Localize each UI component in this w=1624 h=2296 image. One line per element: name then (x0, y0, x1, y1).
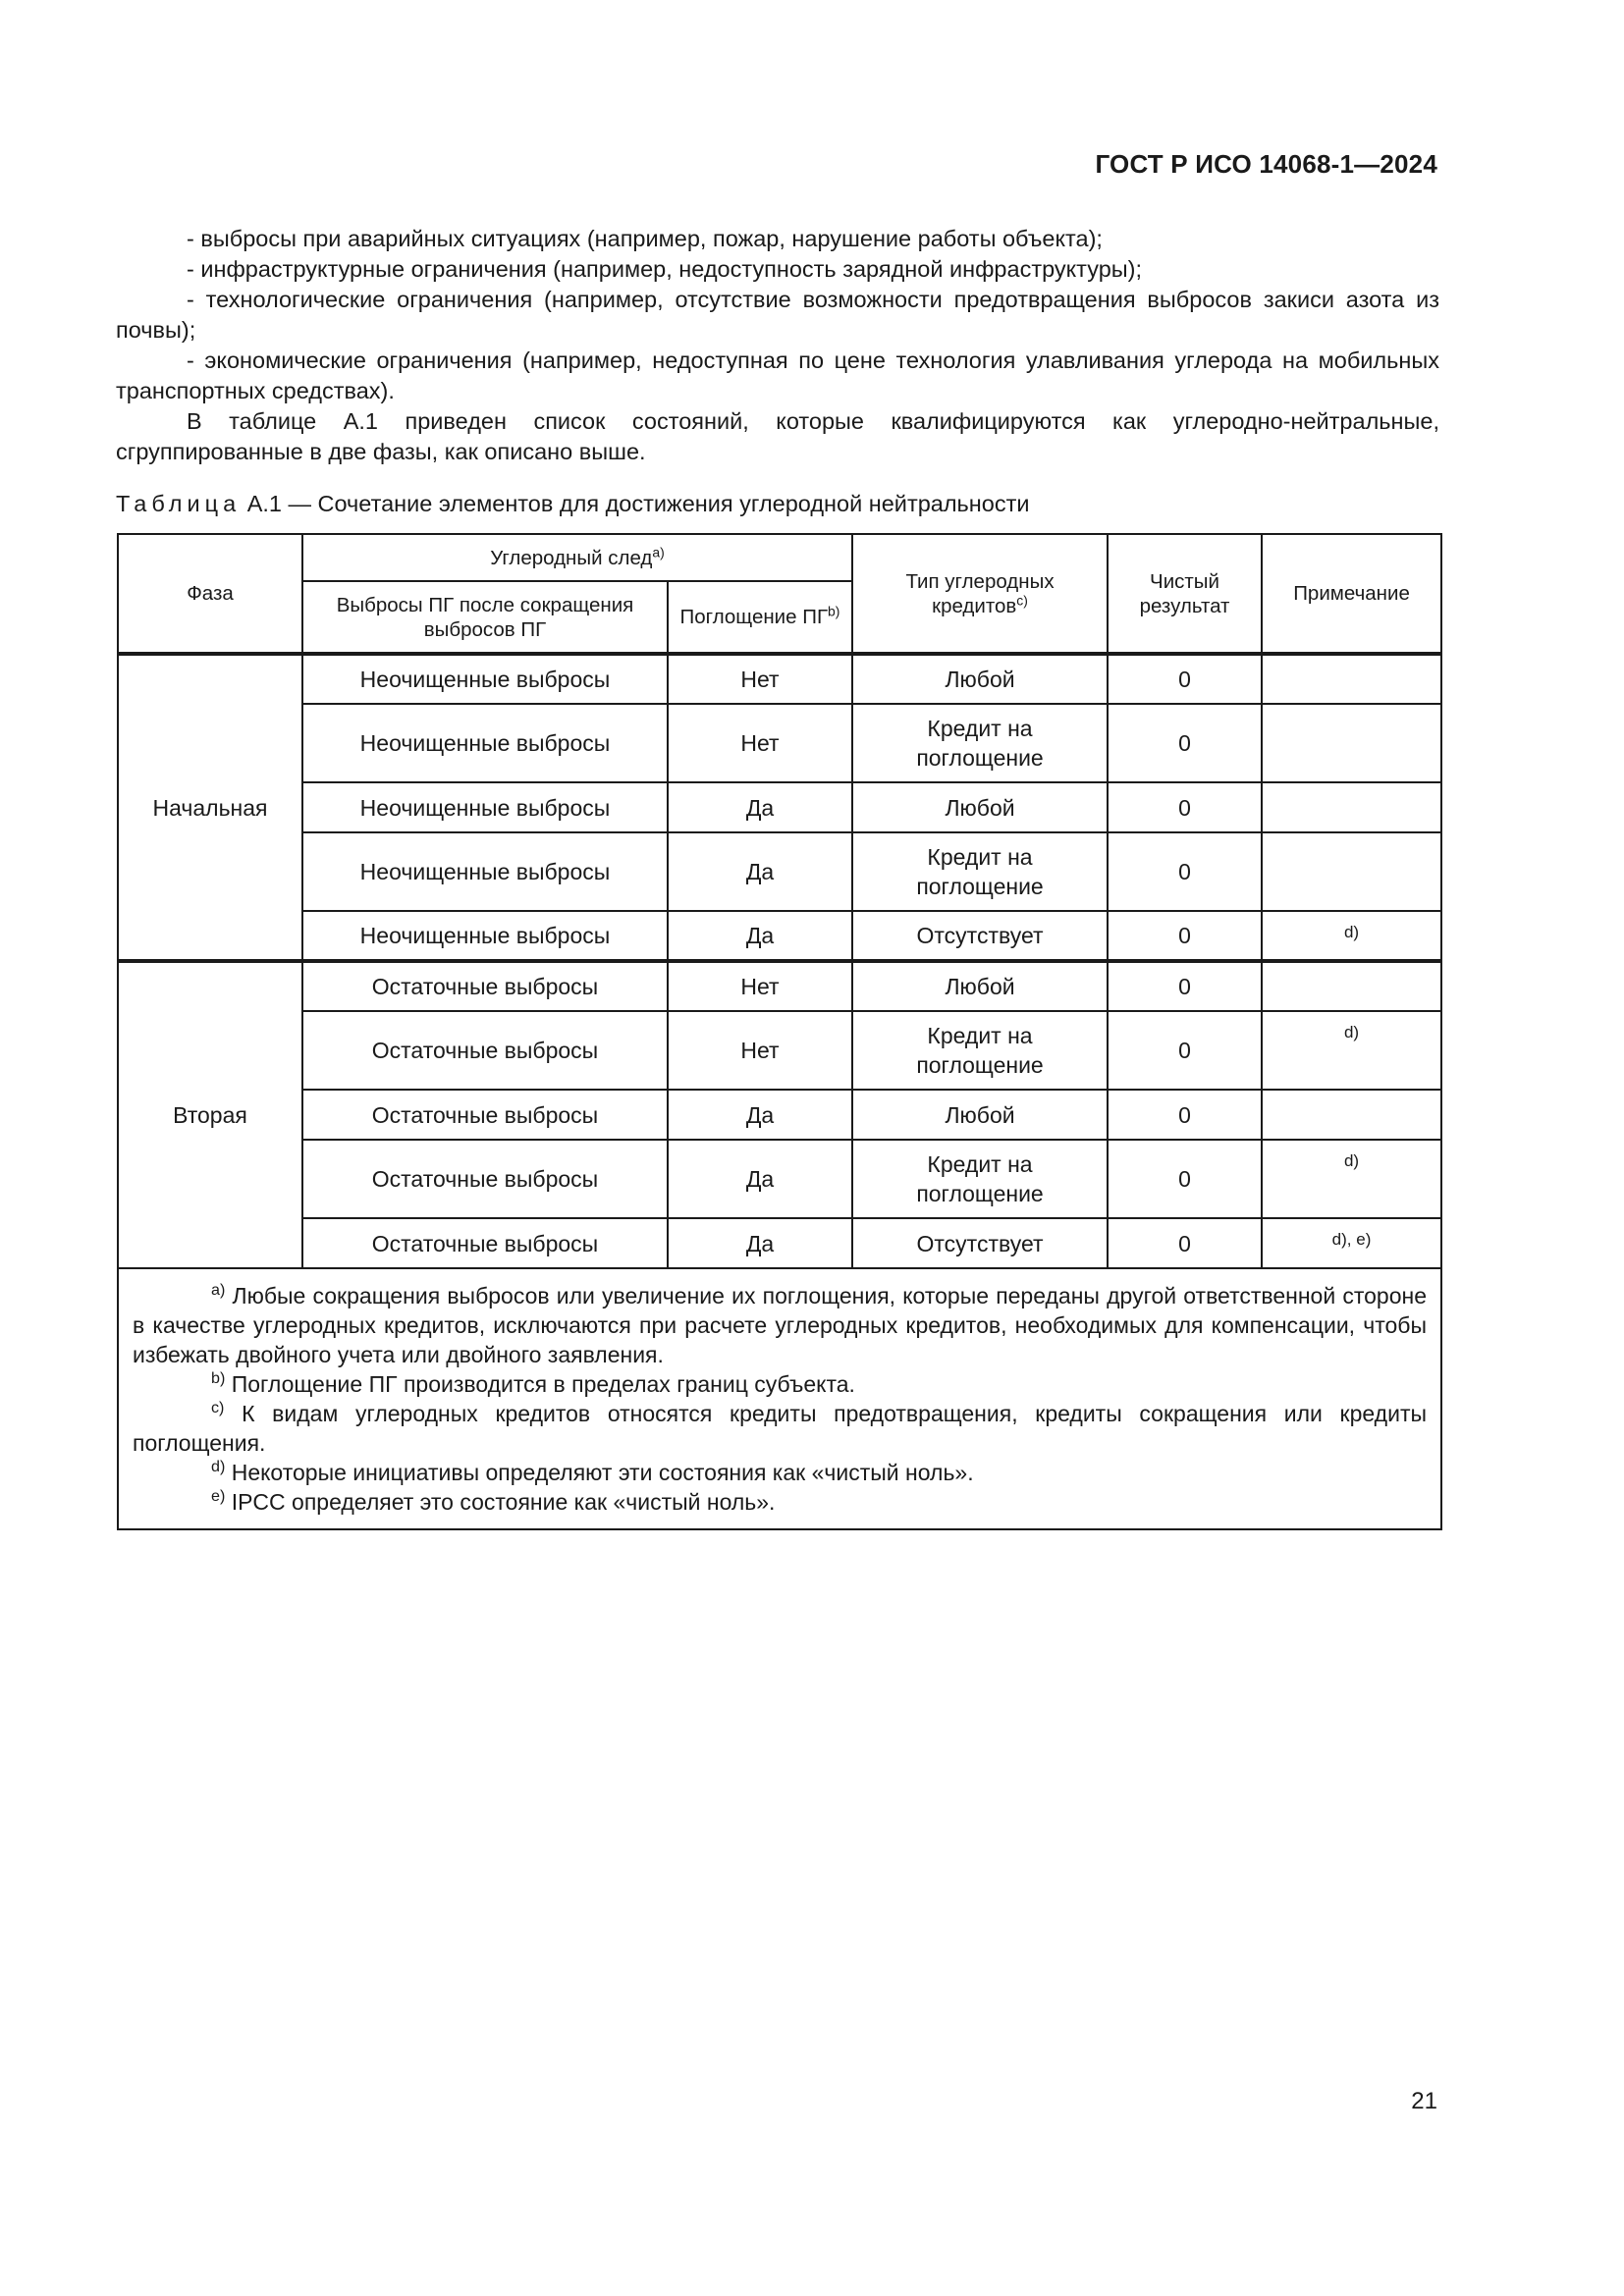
emissions-cell: Остаточные выбросы (302, 1140, 668, 1218)
bullet-item: - экономические ограничения (например, недоступная по цене технология улавливания углерода на мобильных транспортных средствах). (116, 347, 1439, 403)
removal-cell: Да (668, 911, 852, 961)
note-cell: d), e) (1262, 1218, 1441, 1268)
note-cell (1262, 782, 1441, 832)
note-cell (1262, 654, 1441, 704)
note-cell (1262, 1090, 1441, 1140)
removal-cell: Нет (668, 1011, 852, 1090)
intro-paragraph: В таблице А.1 приведен список состояний, которые квалифицируются как углеродно-нейтральные, сгруппированные в две фазы, как описано выше. (116, 408, 1439, 464)
credit-type-cell: Кредит на поглощение (852, 832, 1108, 911)
credit-type-cell: Кредит на поглощение (852, 704, 1108, 782)
header-net-result: Чистый результат (1108, 534, 1262, 654)
header-removal: Поглощение ПГ$^{b)}$ (668, 581, 852, 654)
header-credit-type: Тип углеродных кредитов$^{c)}$ (852, 534, 1108, 654)
document-header: ГОСТ Р ИСО 14068-1—2024 (1095, 149, 1437, 179)
note-cell: d) (1262, 1140, 1441, 1218)
table-row (118, 832, 1441, 911)
group-initial (118, 654, 1441, 961)
bullet-item: - технологические ограничения (например, отсутствие возможности предотвращения выбросов закиси азота из почвы); (116, 287, 1439, 343)
net-result-cell: 0 (1108, 654, 1262, 704)
removal-cell: Да (668, 1140, 852, 1218)
table-row (118, 961, 1441, 1011)
net-result-cell: 0 (1108, 782, 1262, 832)
emissions-cell: Неочищенные выбросы (302, 832, 668, 911)
note-cell (1262, 832, 1441, 911)
credit-type-cell: Любой (852, 961, 1108, 1011)
table-row (118, 782, 1441, 832)
header-carbon-footprint: Углеродный след$^{a)}$ (302, 534, 852, 581)
emissions-cell: Неочищенные выбросы (302, 911, 668, 961)
note-cell: d) (1262, 1011, 1441, 1090)
table-caption-label: Таблица (116, 491, 242, 516)
table-caption-text: А.1 — Сочетание элементов для достижения углеродной нейтральности (246, 491, 1030, 516)
phase-cell: Начальная (118, 654, 302, 961)
net-result-cell: 0 (1108, 1011, 1262, 1090)
emissions-cell: Остаточные выбросы (302, 1011, 668, 1090)
emissions-cell: Неочищенные выбросы (302, 654, 668, 704)
emissions-cell: Остаточные выбросы (302, 1218, 668, 1268)
header-note: Примечание (1262, 534, 1441, 654)
removal-cell: Нет (668, 961, 852, 1011)
emissions-cell: Остаточные выбросы (302, 961, 668, 1011)
credit-type-cell: Любой (852, 782, 1108, 832)
table-row (118, 1090, 1441, 1140)
table-row (118, 1218, 1441, 1268)
net-result-cell: 0 (1108, 961, 1262, 1011)
note-cell: d) (1262, 911, 1441, 961)
net-result-cell: 0 (1108, 1218, 1262, 1268)
intro-text (116, 224, 1439, 467)
footnote-b: $^{b)}$ Поглощение ПГ производится в пределах границ субъекта. (211, 1369, 855, 1397)
removal-cell: Да (668, 832, 852, 911)
removal-cell: Да (668, 1218, 852, 1268)
footnote-e: $^{e)}$ IPCC определяет это состояние как «чистый ноль». (211, 1487, 776, 1515)
net-result-cell: 0 (1108, 704, 1262, 782)
emissions-cell: Остаточные выбросы (302, 1090, 668, 1140)
page-number: 21 (1411, 2088, 1437, 2114)
emissions-cell: Неочищенные выбросы (302, 704, 668, 782)
note-cell (1262, 704, 1441, 782)
bullet-item: - инфраструктурные ограничения (например, недоступность зарядной инфраструктуры); (187, 256, 1143, 282)
table-footnotes (118, 1268, 1441, 1529)
net-result-cell: 0 (1108, 1140, 1262, 1218)
table-caption (116, 491, 1029, 517)
footnote-d: $^{d)}$ Некоторые инициативы определяют эти состояния как «чистый ноль». (211, 1458, 974, 1485)
note-cell (1262, 961, 1441, 1011)
removal-cell: Да (668, 1090, 852, 1140)
net-result-cell: 0 (1108, 911, 1262, 961)
header-phase: Фаза (118, 534, 302, 654)
footnotes-cell (118, 1268, 1441, 1529)
removal-cell: Нет (668, 704, 852, 782)
removal-cell: Да (668, 782, 852, 832)
group-second (118, 961, 1441, 1268)
net-result-cell: 0 (1108, 832, 1262, 911)
credit-type-cell: Отсутствует (852, 1218, 1108, 1268)
table-row (118, 1011, 1441, 1090)
removal-cell: Нет (668, 654, 852, 704)
credit-type-cell: Кредит на поглощение (852, 1011, 1108, 1090)
table-row (118, 1140, 1441, 1218)
net-result-cell: 0 (1108, 1090, 1262, 1140)
combination-table (117, 533, 1442, 1530)
credit-type-cell: Отсутствует (852, 911, 1108, 961)
credit-type-cell: Любой (852, 1090, 1108, 1140)
credit-type-cell: Любой (852, 654, 1108, 704)
footnote-a: $^{a)}$ Любые сокращения выбросов или увеличение их поглощения, которые переданы другой ответственной стороне в качестве углеродных кредитов, исключаются при расчете углеродных кредитов, необходимых для компенсации, чтобы избежать двойного учета или двойного заявления. (133, 1281, 1428, 1367)
emissions-cell: Неочищенные выбросы (302, 782, 668, 832)
credit-type-cell: Кредит на поглощение (852, 1140, 1108, 1218)
header-emissions: Выбросы ПГ после сокращения выбросов ПГ (302, 581, 668, 654)
table-row (118, 704, 1441, 782)
table-row (118, 654, 1441, 704)
footnote-c: $^{c)}$ К видам углеродных кредитов относятся кредиты предотвращения, кредиты сокращения или кредиты поглощения. (133, 1399, 1428, 1456)
bullet-item: - выбросы при аварийных ситуациях (например, пожар, нарушение работы объекта); (187, 226, 1103, 251)
table-row (118, 911, 1441, 961)
phase-cell: Вторая (118, 961, 302, 1268)
